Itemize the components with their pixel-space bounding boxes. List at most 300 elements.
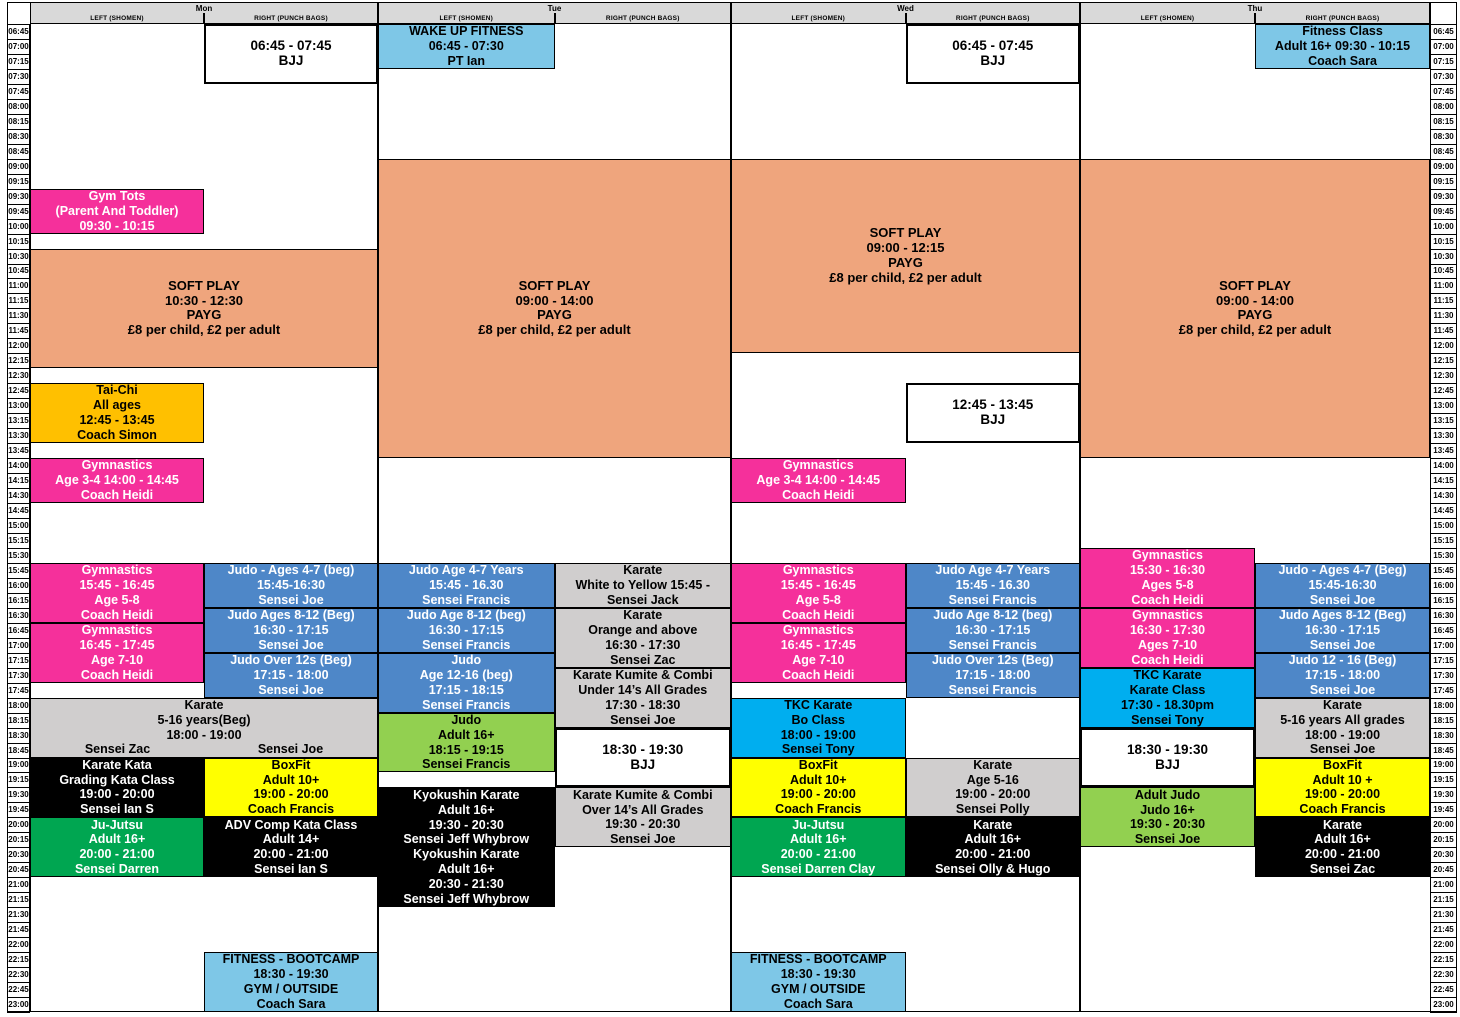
day-boundary-line [1430,2,1431,1012]
event-line: Coach Sara [783,996,853,1011]
event-block [1255,653,1430,698]
time-cell-left: 13:15 [7,413,30,429]
event-block [378,608,555,653]
event-line: 16:30 - 17:15 [955,622,1031,637]
time-cell-left: 21:30 [7,907,30,923]
event-line: Sensei Joe [1309,637,1376,652]
event-block [555,563,732,608]
event-line: £8 per child, £2 per adult [478,322,631,338]
event-line: 19:30 - 20:30 [605,817,681,832]
time-cell-right: 11:00 [1430,278,1457,294]
event-block [906,563,1081,608]
event-line: Sensei Jeff Whybrow [403,832,530,847]
event-line: SOFT PLAY [1219,277,1291,293]
time-cell-left: 21:00 [7,877,30,893]
day-header-wed: Wed [731,2,1080,14]
event-block [1255,758,1430,818]
event-line: Judo Ages 8-12 (Beg) [1278,607,1407,622]
time-cell-right: 09:30 [1430,189,1457,205]
event-line: 16:30 - 17:15 [428,622,504,637]
event-line: Adult 16+ [437,727,495,742]
time-cell-left: 14:00 [7,458,30,474]
time-cell-left: 21:15 [7,892,30,908]
time-cell-right: 16:45 [1430,623,1457,639]
col-header-left-wed: LEFT (SHOMEN) [731,13,906,24]
time-cell-right: 14:00 [1430,458,1457,474]
event-line: FITNESS - BOOTCAMP [222,952,360,967]
time-cell-right: 20:45 [1430,862,1457,878]
event-block [30,817,204,877]
event-line: Coach Heidi [782,607,855,622]
time-cell-right: 18:00 [1430,698,1457,714]
event-line: Adult 10+ [262,772,320,787]
event-line: Adult 16+ [437,802,495,817]
event-line: Sensei Joe [1134,832,1201,847]
time-cell-right: 19:30 [1430,787,1457,803]
event-line: Adult 16+ [964,832,1022,847]
time-cell-left: 13:00 [7,398,30,414]
time-cell-left: 08:45 [7,144,30,160]
event-line: BoxFit [271,757,311,772]
event-line: Sensei Francis [948,592,1037,607]
event-line: Sensei Francis [422,592,511,607]
event-line: 15:45 - 16:45 [780,577,856,592]
event-line: 16:30 - 17:30 [1129,622,1206,637]
event-block [1255,817,1430,877]
event-line: Judo 16+ [1140,802,1195,817]
event-line: Gym Tots [88,188,146,203]
event-line: 17:30 - 18:30 [605,697,681,712]
time-cell-right: 06:45 [1430,24,1457,40]
time-cell-left: 10:00 [7,219,30,235]
event-line: 18:30 - 19:30 [253,967,329,982]
time-cell-left: 20:00 [7,817,30,833]
time-cell-left: 12:15 [7,353,30,369]
time-cell-right: 10:45 [1430,264,1457,280]
event-line: 15:45 - 16:45 [79,577,155,592]
time-cell-right: 21:45 [1430,922,1457,938]
event-line: Coach Heidi [1131,652,1204,667]
event-line: 16:30 - 17:15 [1304,622,1381,637]
event-line: ADV Comp Kata Class [224,817,358,832]
event-line: Karate Kumite & Combi [572,787,713,802]
event-line: 09:30 - 10:15 [79,218,155,233]
event-line: 5-16 years(Beg) [157,712,251,727]
event-line: Ages 7-10 [1137,637,1198,652]
event-line: Adult 10 + [1312,772,1373,787]
time-cell-left: 18:00 [7,698,30,714]
event-block [1255,24,1430,69]
time-cell-right: 19:00 [1430,758,1457,774]
event-block [378,159,731,458]
event-line: 19:00 - 20:00 [79,787,155,802]
time-cell-right: 12:15 [1430,353,1457,369]
time-cell-right: 08:00 [1430,99,1457,115]
event-line: 15:30 - 16:30 [1129,563,1206,577]
event-block [30,623,204,683]
time-cell-right: 17:00 [1430,638,1457,654]
event-block [906,383,1081,443]
event-line: Coach Simon [77,428,157,443]
event-line: Sensei Zac [1309,862,1376,877]
time-cell-right: 21:15 [1430,892,1457,908]
event-line: BJJ [278,52,304,68]
event-block [906,817,1081,877]
time-cell-left: 20:30 [7,847,30,863]
event-line: 20:00 - 21:00 [79,847,155,862]
event-line: Gymnastics [81,563,153,578]
event-line: Ju-Jutsu [792,817,845,832]
event-block [204,653,378,698]
time-cell-right: 14:15 [1430,473,1457,489]
time-cell-left: 15:00 [7,518,30,534]
event-line: Fitness Class [1302,24,1383,39]
event-line: Judo [451,652,482,667]
time-cell-left: 18:15 [7,713,30,729]
event-line: 16:45 - 17:45 [79,637,155,652]
time-cell-left: 11:45 [7,323,30,339]
event-pair-line: Sensei Zac Sensei Joe [84,742,324,757]
event-line: 06:45 - 07:30 [428,39,504,54]
event-block [906,608,1081,653]
time-cell-right: 07:45 [1430,84,1457,100]
time-cell-right: 17:30 [1430,668,1457,684]
event-block [555,728,732,788]
event-line: Adult 16+ [88,832,146,847]
event-line: Gymnastics [81,622,153,637]
event-block [1255,563,1430,608]
event-line: Karate Kata [82,757,152,772]
time-cell-left: 19:00 [7,758,30,774]
event-line: 17:15 - 18:00 [1304,667,1381,682]
event-line: Karate [184,697,224,712]
event-line: Gymnastics [782,563,854,578]
event-line: Orange and above [588,622,698,637]
event-block [731,952,906,1012]
event-block [555,608,732,668]
event-line: Adult 14+ [262,832,320,847]
event-line: 12:45 - 13:45 [952,397,1034,413]
time-cell-left: 16:30 [7,608,30,624]
event-line: (Parent And Toddler) [55,203,179,218]
time-cell-right: 15:15 [1430,533,1457,549]
event-line: 16:30 - 17:30 [605,637,681,652]
event-line: 5-16 years All grades [1280,712,1405,727]
event-line: 18:00 - 19:00 [166,727,242,742]
event-line: Adult 16+ [437,862,495,877]
event-line: PAYG [888,255,923,271]
time-cell-right: 07:00 [1430,39,1457,55]
time-cell-right: 15:45 [1430,563,1457,579]
day-header-thu: Thu [1080,2,1430,14]
event-line: 19:30 - 20:30 [1129,817,1206,832]
event-line: Sensei Francis [422,697,511,712]
event-line: WAKE UP FITNESS [409,24,524,39]
event-line: 12:45 - 13:45 [79,413,155,428]
event-line: BJJ [630,756,656,772]
time-cell-right: 19:15 [1430,772,1457,788]
time-cell-right: 18:30 [1430,728,1457,744]
event-line: Gymnastics [1132,608,1203,622]
event-block [731,563,906,623]
event-line: Grading Kata Class [59,772,175,787]
event-line: Karate Kumite & Combi [572,667,713,682]
time-cell-right: 20:30 [1430,847,1457,863]
event-line: Sensei Francis [948,682,1037,697]
event-line: Bo Class [791,712,845,727]
event-line: 10:30 - 12:30 [164,292,244,308]
event-line: TKC Karate [1133,667,1202,682]
col-header-right-thu: RIGHT (PUNCH BAGS) [1255,13,1430,24]
time-cell-right: 17:15 [1430,653,1457,669]
event-line: Coach Heidi [80,667,154,682]
time-cell-left: 16:00 [7,578,30,594]
event-line: Judo - Ages 4-7 (Beg) [1278,563,1407,578]
event-line: Coach Heidi [80,488,154,502]
event-block [204,24,378,84]
time-cell-right: 10:30 [1430,249,1457,265]
event-line: Coach Francis [247,802,335,817]
time-cell-left: 22:45 [7,982,30,998]
event-line: Sensei Polly [955,802,1030,817]
time-cell-right: 07:15 [1430,54,1457,70]
event-line: Karate [623,563,663,578]
day-boundary-line [377,2,379,1012]
event-line: 20:00 - 21:00 [253,847,329,862]
time-cell-left: 09:15 [7,174,30,190]
event-block [1255,608,1430,653]
event-line: GYM / OUTSIDE [771,982,866,997]
time-cell-right: 22:15 [1430,952,1457,968]
event-line: Karate [973,757,1013,772]
time-cell-left: 20:15 [7,832,30,848]
event-line: Coach Heidi [782,488,855,502]
time-cell-left: 18:45 [7,743,30,759]
event-block [555,787,732,847]
time-cell-right: 18:15 [1430,713,1457,729]
event-line: 20:30 - 21:30 [428,877,504,892]
event-block [204,758,378,818]
event-line: Judo 12 - 16 (Beg) [1288,652,1397,667]
time-cell-left: 08:00 [7,99,30,115]
event-line: £8 per child, £2 per adult [829,269,982,285]
event-line: Karate Class [1129,682,1206,697]
event-block [204,563,378,608]
time-cell-right: 20:15 [1430,832,1457,848]
time-cell-left: 19:30 [7,787,30,803]
time-cell-left: 13:45 [7,443,30,459]
time-cell-left: 10:45 [7,264,30,280]
event-line: Sensei Olly & Hugo [935,862,1051,877]
time-cell-right: 11:30 [1430,308,1457,324]
event-line: Gymnastics [81,458,153,473]
event-block [1080,728,1255,788]
time-cell-left: 15:15 [7,533,30,549]
event-line: SOFT PLAY [518,277,591,293]
time-cell-right: 16:15 [1430,593,1457,609]
time-cell-right: 13:30 [1430,428,1457,444]
time-cell-left: 09:45 [7,204,30,220]
event-line: Kyokushin Karate [413,847,520,862]
event-line: Sensei Darren [74,862,160,877]
time-cell-right: 16:30 [1430,608,1457,624]
day-boundary-line [1079,2,1081,1012]
time-cell-left: 17:30 [7,668,30,684]
event-line: 19:00 - 20:00 [955,787,1031,802]
time-cell-right: 09:45 [1430,204,1457,220]
time-cell-left: 22:15 [7,952,30,968]
event-block [378,24,555,69]
event-line: Gymnastics [782,458,854,473]
event-line: Sensei Francis [422,757,511,772]
event-line: Age 12-16 (beg) [419,667,513,682]
time-cell-left: 19:15 [7,772,30,788]
col-header-left-mon: LEFT (SHOMEN) [30,13,204,24]
event-block [30,563,204,623]
event-line: 20:00 - 21:00 [1304,847,1381,862]
time-cell-right: 09:00 [1430,159,1457,175]
event-line: Adult 16+ [1314,832,1371,847]
time-cell-right: 22:30 [1430,967,1457,983]
time-cell-right: 23:00 [1430,997,1457,1013]
event-line: 18:30 - 19:30 [780,967,856,982]
event-line: Judo Age 4-7 Years [935,563,1051,578]
event-line: 17:15 - 18:00 [253,667,329,682]
event-block [30,189,204,234]
time-cell-right: 08:15 [1430,114,1457,130]
time-cell-right: 21:30 [1430,907,1457,923]
time-cell-right: 22:45 [1430,982,1457,998]
time-cell-left: 21:45 [7,922,30,938]
event-line: Sensei Tony [1131,712,1204,727]
time-cell-right: 15:00 [1430,518,1457,534]
time-cell-right: 08:30 [1430,129,1457,145]
event-line: 16:30 - 17:15 [253,622,329,637]
event-line: SOFT PLAY [869,225,942,241]
time-cell-right: 09:15 [1430,174,1457,190]
event-line: Gymnastics [1132,548,1203,563]
event-line: 16:45 - 17:45 [780,637,856,652]
col-header-right-wed: RIGHT (PUNCH BAGS) [906,13,1081,24]
day-header-mon: Mon [30,2,378,14]
event-block [731,698,906,758]
time-cell-right: 18:45 [1430,743,1457,759]
event-line: Sensei Joe [610,712,676,727]
event-line: Ju-Jutsu [90,817,144,832]
event-line: 09:00 - 12:15 [866,240,945,256]
time-cell-left: 17:00 [7,638,30,654]
event-block [555,668,732,728]
event-line: Judo Age 8-12 (beg) [933,607,1053,622]
event-line: Age 7-10 [90,652,144,667]
time-cell-left: 22:30 [7,967,30,983]
event-line: 06:45 - 07:45 [952,38,1034,54]
event-line: 19:30 - 20:30 [428,817,504,832]
event-block [906,653,1081,698]
time-cell-left: 08:15 [7,114,30,130]
event-line: 09:00 - 14:00 [515,292,594,308]
event-line: Sensei Joe [1309,682,1376,697]
event-line: 17:15 - 18:00 [955,667,1031,682]
event-line: BJJ [980,412,1006,428]
event-line: BoxFit [798,757,838,772]
time-cell-right: 15:30 [1430,548,1457,564]
event-block [1080,668,1255,728]
event-block [378,713,555,773]
time-cell-left: 16:45 [7,623,30,639]
event-line: Coach Sara [256,996,326,1011]
time-cell-right: 08:45 [1430,144,1457,160]
time-cell-left: 08:30 [7,129,30,145]
event-line: BJJ [980,52,1006,68]
time-cell-left: 23:00 [7,997,30,1013]
event-line: Sensei Ian S [254,862,328,877]
time-cell-left: 12:30 [7,368,30,384]
event-line: Sensei Francis [948,637,1037,652]
event-block [30,249,378,369]
event-line: Judo Ages 8-12 (Beg) [227,607,355,622]
event-line: 19:00 - 20:00 [780,787,856,802]
event-line: Judo Age 4-7 Years [408,563,524,578]
event-block [731,159,1080,354]
event-line: Sensei Joe [1309,742,1376,757]
event-block [731,817,906,877]
time-cell-left: 19:45 [7,802,30,818]
time-cell-left: 11:15 [7,293,30,309]
time-cell-right: 10:00 [1430,219,1457,235]
event-line: 17:15 - 18:15 [428,682,504,697]
time-cell-left: 11:30 [7,308,30,324]
event-line: Coach Sara [1308,53,1377,68]
event-line: PAYG [1237,307,1273,323]
time-cell-left: 15:30 [7,548,30,564]
event-line: Age 3-4 14:00 - 14:45 [55,473,179,488]
event-line: Coach Heidi [1131,592,1204,607]
time-cell-right: 11:45 [1430,323,1457,339]
time-cell-left: 13:30 [7,428,30,444]
event-line: BJJ [1155,756,1180,772]
time-cell-left: 09:30 [7,189,30,205]
event-line: Adult 16+ [789,832,847,847]
event-line: Sensei Joe [258,682,324,697]
event-line: All ages [93,398,141,413]
event-block [731,458,906,503]
event-line: Karate [1323,697,1362,712]
event-line: Gymnastics [782,622,854,637]
event-block [1080,548,1255,608]
event-line: Sensei Jeff Whybrow [403,891,530,906]
time-cell-right: 13:45 [1430,443,1457,459]
event-line: Judo Over 12s (Beg) [230,652,352,667]
time-cell-right: 14:45 [1430,503,1457,519]
event-line: GYM / OUTSIDE [243,982,339,997]
event-line: Judo - Ages 4-7 (beg) [227,563,355,578]
time-cell-left: 17:45 [7,683,30,699]
time-cell-left: 07:30 [7,69,30,85]
time-cell-left: 07:15 [7,54,30,70]
event-line: Ages 5-8 [1141,577,1194,592]
event-line: Age 3-4 14:00 - 14:45 [756,473,881,488]
event-block [30,758,204,818]
event-line: Adult Judo [1134,787,1201,802]
time-cell-right: 07:30 [1430,69,1457,85]
event-line: PAYG [186,307,222,323]
event-block [1080,159,1430,458]
event-line: 18:00 - 19:00 [1304,727,1381,742]
event-block [1080,608,1255,668]
event-line: Sensei Ian S [80,802,154,817]
col-header-left-tue: LEFT (SHOMEN) [378,13,555,24]
